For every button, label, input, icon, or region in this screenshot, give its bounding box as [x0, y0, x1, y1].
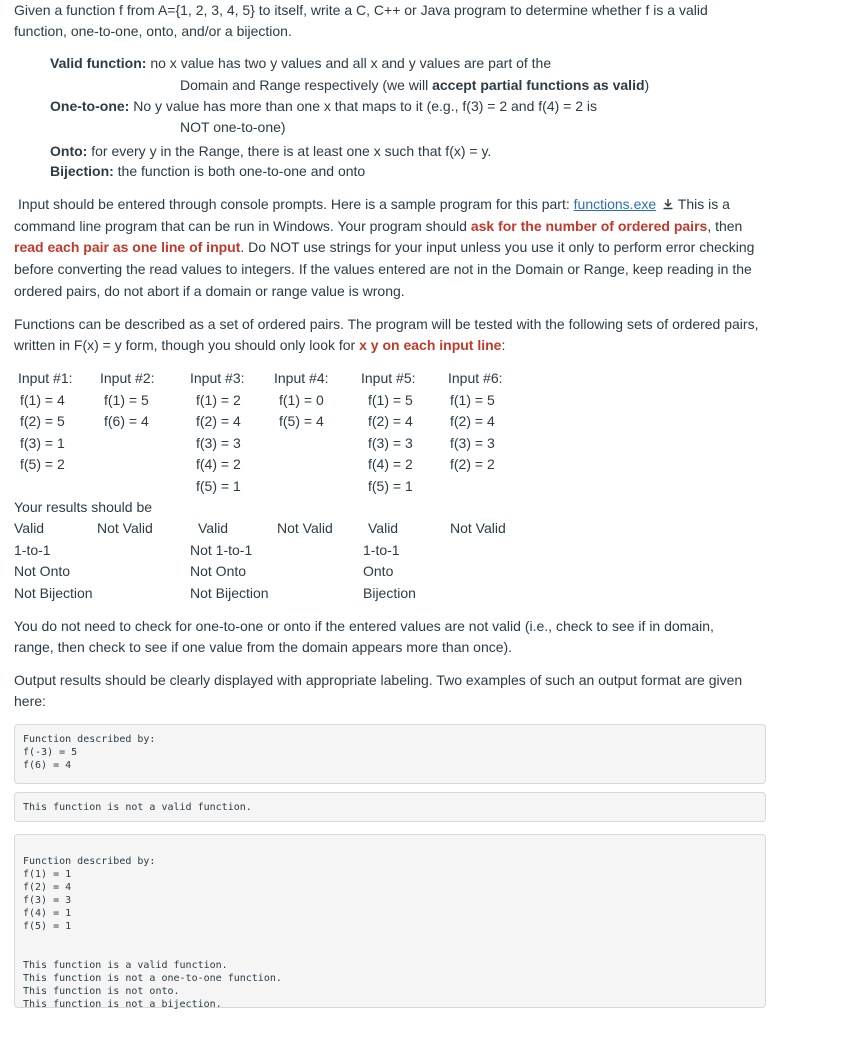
input-column-6	[448, 368, 503, 476]
input-para-line-2	[14, 216, 742, 238]
input-pair: f(3) = 1	[20, 434, 65, 451]
definition-one-text: No y value has more than one x that maps to it (e.g., f(3) = 2 and f(4) = 2 is	[129, 98, 598, 114]
input-pair: f(2) = 2	[450, 456, 495, 472]
result-item: Onto	[363, 563, 394, 579]
result-item: Not 1-to-1	[190, 541, 253, 558]
definition-valid-cont-bold: accept partial functions as valid	[432, 77, 645, 93]
result-item: 1-to-1	[363, 541, 400, 558]
input-pair: f(1) = 5	[104, 391, 149, 408]
input-pair: f(6) = 4	[104, 413, 149, 429]
definition-bij-label: Bijection:	[50, 163, 114, 179]
input-column-2	[100, 368, 155, 433]
functions-para-line-2	[14, 335, 505, 357]
definition-one-cont: NOT one-to-one)	[180, 119, 286, 135]
input-header: Input #2:	[100, 370, 155, 386]
input-para-l2a: command line program that can be run in Windows. Your program should	[14, 218, 471, 234]
code-block-example-1-output: This function is not a valid function.	[14, 792, 766, 822]
input-para-line-3	[14, 237, 754, 259]
code-block-example-1: Function described by: f(-3) = 5 f(6) = 4	[14, 724, 766, 784]
note-line-1: You do not need to check for one-to-one or onto if the entered values are not valid (i.e., check to see if in domain,	[14, 618, 714, 634]
functions-exe-link[interactable]: functions.exe	[573, 196, 657, 212]
download-icon[interactable]	[662, 198, 674, 210]
functions-para-l2red: x y on each input line	[359, 337, 502, 353]
results-header: Your results should be	[14, 499, 153, 515]
definition-valid-text: no x value has two y values and all x and y values are part of the	[146, 55, 552, 71]
definition-onto-label: Onto:	[50, 143, 88, 159]
result-item: Not Onto	[14, 563, 71, 579]
result-column-6	[450, 518, 506, 540]
result-item: Bijection	[363, 584, 416, 601]
definition-valid-cont-b: )	[644, 77, 650, 93]
result-item: Not Valid	[277, 520, 333, 536]
result-item: Valid	[368, 520, 399, 536]
input-pair: f(2) = 4	[450, 413, 495, 429]
input-column-3	[190, 368, 245, 497]
input-pair: f(4) = 2	[196, 456, 241, 472]
result-column-5	[363, 518, 416, 604]
output-para-line-1: Output results should be clearly displayed with appropriate labeling. Two examples of such an output format are given	[14, 672, 743, 688]
note-line-2: range, then check to see if one value from the domain appears more than once).	[14, 639, 513, 655]
result-item: Valid	[198, 520, 229, 536]
intro-line-1: Given a function f from A={1, 2, 3, 4, 5} to itself, write a C, C++ or Java program to determine whether f is a valid	[14, 2, 708, 18]
input-para-l1a: Input should be entered through console prompts. Here is a sample program for this part:	[18, 196, 574, 212]
result-column-1	[14, 518, 93, 604]
result-column-2	[97, 518, 153, 540]
result-item: Not Valid	[97, 520, 153, 536]
input-header: Input #6:	[448, 370, 503, 386]
input-para-l2b: , then	[707, 218, 743, 234]
input-header: Input #4:	[274, 370, 329, 386]
input-header: Input #5:	[361, 370, 416, 386]
functions-para-l2a: written in F(x) = y form, though you should only look for	[14, 337, 360, 353]
input-pair: f(5) = 4	[279, 413, 324, 429]
intro-line-2: function, one-to-one, onto, and/or a bijection.	[14, 23, 292, 39]
input-para-l3b: . Do NOT use strings for your input unless you use it only to perform error checking	[240, 239, 755, 255]
input-column-1	[18, 368, 73, 476]
definition-bijection	[50, 161, 365, 183]
input-para-l1b: This is a	[677, 196, 730, 212]
input-para-line-1	[18, 194, 730, 216]
input-column-4	[274, 368, 329, 433]
definition-valid	[50, 53, 551, 75]
input-pair: f(4) = 2	[368, 456, 413, 472]
input-pair: f(1) = 2	[196, 391, 241, 408]
input-para-l3red: read each pair as one line of input	[14, 239, 241, 255]
input-para-line-4: before converting the read values to integers. If the values entered are not in the Domain or Range, keep reading in the	[14, 261, 752, 277]
input-pair: f(3) = 3	[196, 434, 241, 451]
input-pair: f(2) = 5	[20, 413, 65, 429]
input-pair: f(2) = 4	[196, 413, 241, 429]
definition-valid-cont-a: Domain and Range respectively (we will	[180, 77, 433, 93]
functions-para-line-1: Functions can be described as a set of ordered pairs. The program will be tested with the following sets of ordered pairs,	[14, 316, 759, 332]
input-pair: f(1) = 5	[368, 391, 413, 408]
result-item: Not Valid	[450, 520, 506, 536]
definition-one-label: One-to-one:	[50, 98, 130, 114]
code-block-example-2: Function described by: f(1) = 1 f(2) = 4 f(3) = 3 f(4) = 1 f(5) = 1 This function is a valid function. This function is not a one-to-one function. This function is not onto. This function is not a bijection.	[14, 834, 766, 1008]
input-header: Input #1:	[18, 370, 73, 386]
input-pair: f(5) = 2	[20, 456, 65, 472]
functions-para-l2b: :	[501, 337, 506, 353]
definition-valid-label: Valid function:	[50, 55, 147, 71]
result-item: Not Bijection	[14, 584, 93, 601]
input-pair: f(3) = 3	[450, 434, 495, 451]
definition-one-to-one	[50, 96, 597, 118]
input-pair: f(1) = 4	[20, 391, 65, 408]
input-pair: f(1) = 0	[279, 391, 324, 408]
input-pair: f(2) = 4	[368, 413, 413, 429]
result-item: Valid	[14, 520, 45, 536]
definition-bij-text: the function is both one-to-one and onto	[113, 163, 366, 179]
result-item: Not Onto	[190, 563, 247, 579]
result-item: Not Bijection	[190, 584, 269, 601]
result-column-3	[190, 518, 269, 604]
output-para-line-2: here:	[14, 693, 46, 709]
input-pair: f(1) = 5	[450, 391, 495, 408]
input-column-5	[361, 368, 416, 497]
input-header: Input #3:	[190, 370, 245, 386]
definition-onto	[50, 141, 491, 163]
input-pair: f(5) = 1	[196, 477, 241, 494]
input-para-l2red: ask for the number of ordered pairs	[470, 218, 708, 234]
result-item: 1-to-1	[14, 541, 51, 558]
result-column-4	[277, 518, 333, 540]
input-pair: f(5) = 1	[368, 477, 413, 494]
definition-onto-text: for every y in the Range, there is at least one x such that f(x) = y.	[87, 143, 492, 159]
definition-valid-cont	[180, 75, 649, 97]
input-para-line-5: ordered pairs, do not abort if a domain or range value is wrong.	[14, 283, 405, 299]
input-pair: f(3) = 3	[368, 434, 413, 451]
